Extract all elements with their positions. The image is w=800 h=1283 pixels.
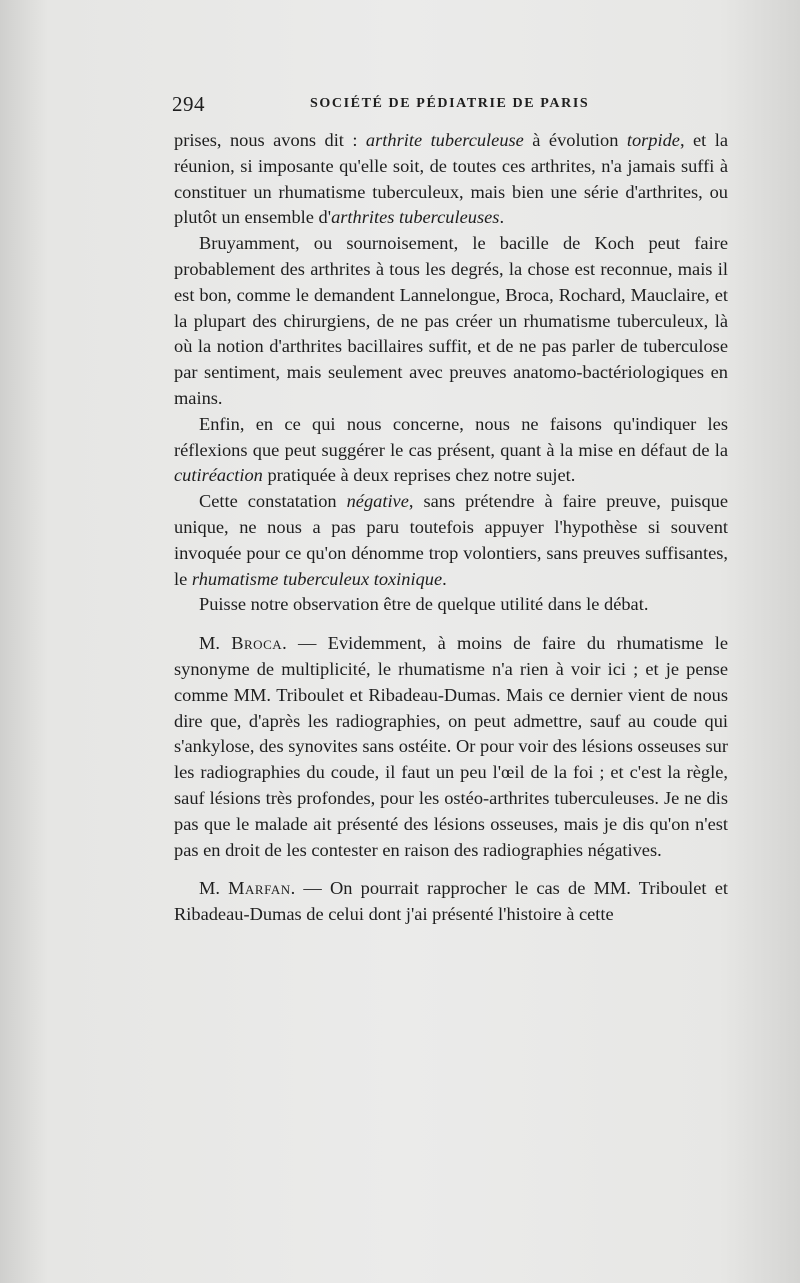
speaker-name: Broca (231, 633, 283, 654)
speaker-name: Marfan (228, 878, 291, 899)
paragraph-1: prises, nous avons dit : arthrite tuberculeuse à évolution torpide, et la réunion, si imposante qu'elle soit, de toutes ces arthrites, n'a jamais suffi à constituer un rhumatisme tuberculeux, mais bien une série d'arthrites, ou plutôt un ensemble d'arthrites tuberculeuses. (174, 130, 729, 228)
paragraph-3: Enfin, en ce qui nous concerne, nous ne faisons qu'indiquer les réflexions que peut suggérer le cas présent, quant à la mise en défaut de la cutiréaction pratiquée à deux reprises chez notre sujet. (174, 413, 728, 486)
body-text (174, 128, 728, 928)
paragraph-marfan: M. Marfan. — On pourrait rapprocher le cas de MM. Triboulet et Ribadeau-Dumas de celui dont j'ai présenté l'histoire à cette (174, 878, 728, 925)
paragraph-4: Cette constatation négative, sans prétendre à faire preuve, puisque unique, ne nous a pas paru toutefois appuyer l'hypothèse si souvent invoquée pour ce qu'on dénomme trop volontiers, sans preuves suffisantes, le rhumatisme tuberculeux toxinique. (174, 491, 728, 589)
paragraph-5: Puisse notre observation être de quelque utilité dans le débat. (199, 594, 649, 615)
paragraph-2: Bruyamment, ou sournoisement, le bacille de Koch peut faire probablement des arthrites à tous les degrés, la chose est reconnue, mais il est bon, comme le demandent Lannelongue, Broca, Rochard, Mauclaire, et la plupart des chirurgiens, de ne pas créer un rhumatisme tuberculeux, là où la notion d'arthrites bacillaires suffit, et de ne pas parler de tuberculose par sentiment, mais seulement avec preuves anatomo-bactériologiques en mains. (174, 233, 728, 408)
page-number: 294 (172, 92, 205, 116)
page-header (172, 92, 732, 116)
paragraph-broca: M. Broca. — Evidemment, à moins de faire du rhumatisme le synonyme de multiplicité, le rhumatisme n'a rien à voir ici ; et je pense comme MM. Triboulet et Ribadeau-Dumas. Mais ce dernier vient de nous dire que, d'après les radiographies, on peut admettre, sauf au coude qui s'ankylose, des synovites sans ostéite. Or pour voir des lésions osseuses sur les radiographies du coude, il faut un peu l'œil de la foi ; et c'est la règle, sauf lésions très profondes, pour les ostéo-arthrites tuberculeuses. Je ne dis pas que le malade ait présenté des lésions osseuses, mais je dis qu'on n'est pas en droit de les contester en raison des radiographies négatives. (174, 633, 728, 860)
running-title: SOCIÉTÉ DE PÉDIATRIE DE PARIS (310, 96, 590, 111)
